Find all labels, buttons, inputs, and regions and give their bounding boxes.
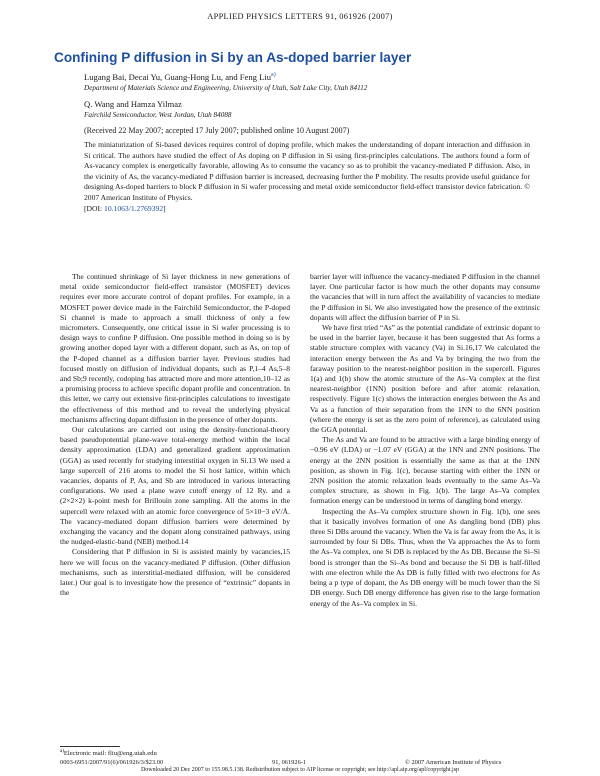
paragraph: The As and Va are found to be attractive with a large binding energy of −0.96 eV (LDA) or −1.07 eV (GGA) at the 1NN and 2NN positions. The energy at the 2NN position is essentially the same as that at the 1NN position, as shown in Fig. 1(c), because starting with either the 1NN or 2NN position the atomic relaxation leads eventually to the same As–Va complex structure, as shown in Fig. 1(b). The large As–Va complex formation energy can be understood in terms of dangling bond energy. — [310, 435, 540, 506]
affiliation-1: Department of Materials Science and Engineering, University of Utah, Salt Lake City, Utah 84112 — [84, 84, 368, 92]
body-column-left — [60, 272, 290, 599]
author-names-1: Lugang Bai, Decai Yu, Guang-Hong Lu, and Feng Liu — [84, 72, 272, 82]
issn-code: 0003-6951/2007/91(6)/061926/3/$23.00 — [60, 759, 164, 766]
footnote-mark: a) — [60, 749, 64, 754]
running-head: APPLIED PHYSICS LETTERS 91, 061926 (2007) — [207, 12, 393, 21]
author-list-2: Q. Wang and Hamza Yilmaz — [84, 99, 182, 109]
paragraph: barrier layer will influence the vacancy-mediated P diffusion in the channel layer. One particular factor is how much the other dopants may consume the vacancies that will in turn affect the availability of vacancies to mediate the P diffusion in Si. We also investigated how the presence of the extrinsic dopants will affect the diffusion barrier of P in Si. — [310, 272, 540, 322]
paragraph: Inspecting the As–Va complex structure shown in Fig. 1(b), one sees that it basically involves formation of one As dangling bond (DB) plus three Si DBs around the vacancy. When the Va is far away from the As, it is surrounded by four Si DBs. Thus, when the Va approaches the As to form the As–Va complex, one Si DB is replaced by the As DB. Because the Si–Si bond is stronger than the Si–As bond and because the Si DB is half-filled with one electron while the As DB is fully filled with two electrons for As being a p type of dopant, the As DB energy will be much lower than the Si DB energy. Such DB energy difference has given rise to the large formation energy of the As–Va complex in Si. — [310, 506, 540, 608]
affiliation-2: Fairchild Semiconductor, West Jordan, Utah 84088 — [84, 111, 232, 119]
abstract-text: The miniaturization of Si-based devices requires control of doping profile, which makes the understanding of dopant interaction and diffusion in Si critical. The authors have studied the effect of As doping on P diffusion in Si using first-principles calculations. The authors found a form of As-vacancy complex is energetically favorable, allowing As to consume the vacancy so as to prohibit the vacancy-mediated P diffusion. Also, in the vicinity of As, the vacancy-mediated P diffusion barrier is increased, decreasing further the P mobility. The results provide useful guidance for designing As-doped barriers to block P diffusion in Si wafer processing and metal oxide semiconductor field-effect transistor device fabrication. © 2007 American Institute of Physics. — [84, 140, 530, 202]
doi-suffix: ] — [163, 203, 166, 213]
paragraph: We have first tried “As” as the potential candidate of extrinsic dopant to be used in the barrier layer, because it has been suggested that As forms a stable structure complex with vacancy (Va) in Si.16,17 We calculated the interaction energy between the As and Va by bringing the two from the faraway position to the nearest-neighbor position in the supercell. Figures 1(a) and 1(b) show the atomic structure of the As–Va complex at the first nearest-neighbor (1NN) position before and after atomic relaxation, respectively. Figure 1(c) shows the interaction energies between the As and Va as a function of their separation from the 1NN to the 6NN position (where the energy is set as the zero point of reference), as calculated using the GGA potential. — [310, 323, 540, 435]
abstract — [84, 140, 530, 214]
author-list-1 — [84, 72, 276, 82]
author-footnote-mark[interactable]: a) — [271, 72, 276, 79]
paragraph: Our calculations are carried out using the density-functional-theory based pseudopotential plane-wave total-energy method within the local density approximation (LDA) and generalized gradient approximation (GGA) as used recently for studying interstitial oxygen in Si.13 We used a large supercell of 216 atoms to model the Si host lattice, within which vacancies, dopants of P, As, and Sb are introduced in various interacting configurations. We used a plane wave cutoff energy of 12 Ry. and a (2×2×2) k-point mesh for Brillouin zone sampling. All the atoms in the supercell were relaxed with an atomic force convergence of 5×10−3 eV/Å. The vacancy-mediated dopant diffusion barriers were determined by exchanging the vacancy and the dopant along constrained pathways, using the nudged-elastic-band (NEB) method.14 — [60, 425, 290, 547]
article-title: Confining P diffusion in Si by an As-doped barrier layer — [54, 50, 412, 65]
doi-link[interactable]: 10.1063/1.2769392 — [104, 203, 164, 213]
footnote-text: Electronic mail: fliu@eng.utah.edu — [63, 750, 157, 758]
footnote — [60, 749, 157, 757]
paragraph: Considering that P diffusion in Si is assisted mainly by vacancies,15 here we will focus on the vacancy-mediated P diffusion. (Other diffusion mechanisms, such as interstitial-mediated diffusion, will be considered later.) Our goal is to investigate how the presence of “extrinsic” dopants in the — [60, 547, 290, 598]
download-notice: Downloaded 20 Dec 2007 to 155.98.5.138. Redistribution subject to AIP license or copyright; see http://apl.aip.org/apl/copyright.jsp — [140, 767, 460, 773]
body-column-right — [310, 272, 540, 609]
paragraph: The continued shrinkage of Si layer thickness in new generations of metal oxide semiconductor field-effect transistor (MOSFET) devices requires ever more accurate control of dopant profiles. For example, in a MOSFET power device made in the Fairchild Semiconductor, the P-doped Si channel is made to approach a small thickness of only a few micrometers. Consequently, one critical issue in Si wafer processing is to design ways to confine P diffusion. One possible method in doing so is by growing another doped layer with a different dopant, such as As, on top of the P-doped channel as a diffusion barrier layer. Previous studies had focused mostly on diffusion of individual dopants, such as P,1–4 As,5–8 and Sb;9 recently, codoping has attracted more and more attention,10–12 as a promising process to achieve specific dopant profile and concentration. In this letter, we carry out extensive first-principles calculations to investigate the effectiveness of this method and to reveal the underlying physical mechanisms affecting dopant diffusion in the presence of other dopants. — [60, 272, 290, 424]
doi-prefix: [DOI: — [84, 203, 105, 213]
page-number: 91, 061926-1 — [272, 759, 307, 766]
copyright: © 2007 American Institute of Physics — [405, 759, 502, 766]
footnote-divider — [60, 746, 120, 747]
received-dates: (Received 22 May 2007; accepted 17 July 2007; published online 10 August 2007) — [84, 126, 350, 135]
